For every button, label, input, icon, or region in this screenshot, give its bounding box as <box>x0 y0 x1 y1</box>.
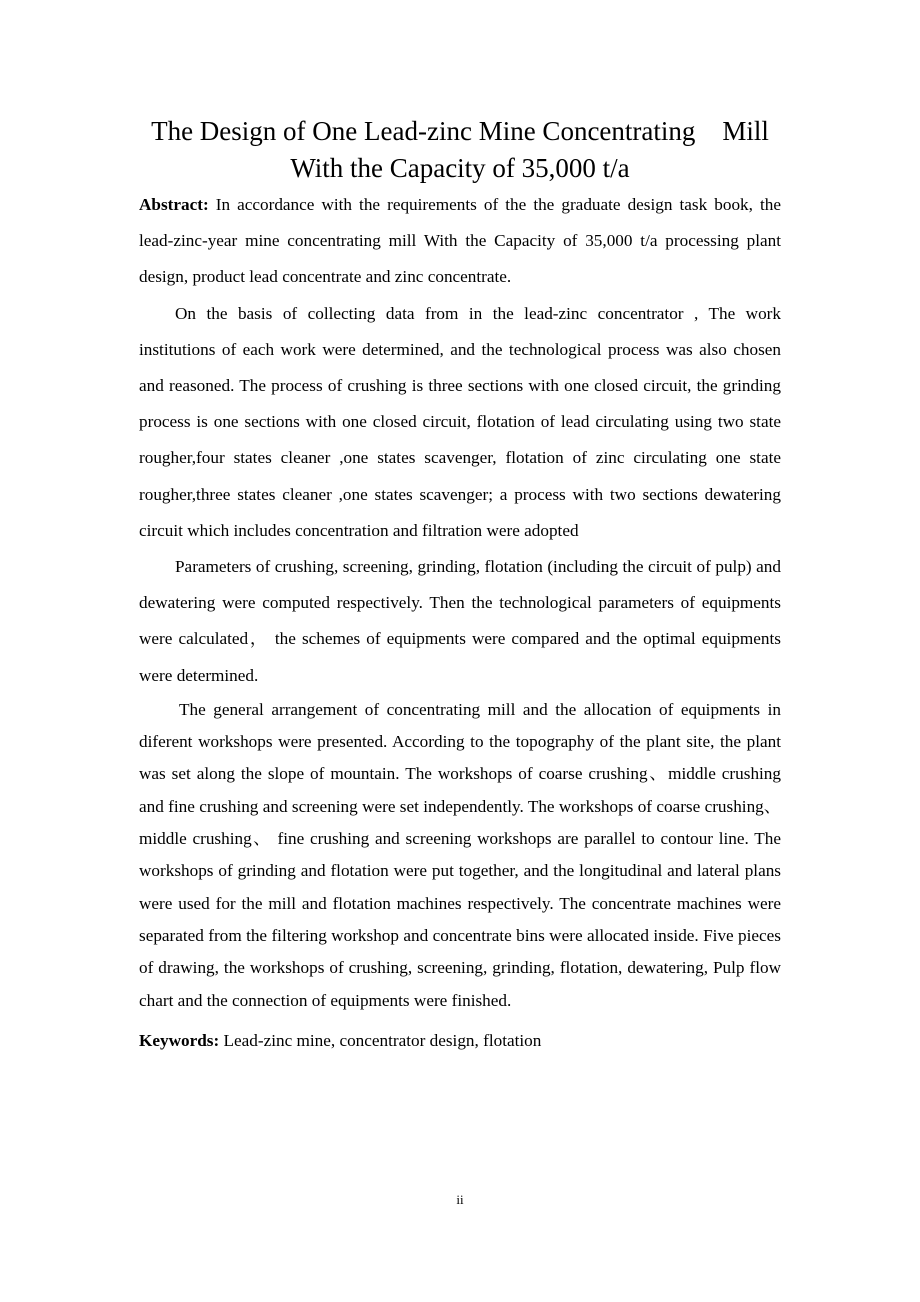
abstract-paragraph <box>139 187 781 296</box>
keywords-line <box>139 1023 781 1059</box>
keywords-text: Lead-zinc mine, concentrator design, flotation <box>219 1030 542 1050</box>
document-title <box>139 112 781 187</box>
keywords-label: Keywords: <box>139 1030 220 1050</box>
body-paragraph-arrangement: The general arrangement of concentrating mill and the allocation of equipments in diferent workshops were presented. According to the topography of the plant site, the plant was set along the slope of mountain. The workshops of coarse crushing、middle crushing and fine crushing and screening were set independently. The workshops of coarse crushing、 middle crushing、 fine crushing and screening workshops are parallel to contour line. The workshops of grinding and flotation were put together, and the longitudinal and lateral plans were used for the mill and flotation machines respectively. The concentrate machines were separated from the filtering workshop and concentrate bins were allocated inside. Five pieces of drawing, the workshops of crushing, screening, grinding, flotation, dewatering, Pulp flow chart and the connection of equipments were finished. <box>139 699 781 1010</box>
title-line-1: The Design of One Lead-zinc Mine Concentrating Mill <box>151 116 769 146</box>
title-line-2: With the Capacity of 35,000 t/a <box>290 153 630 183</box>
body-paragraph-process: On the basis of collecting data from in the lead-zinc concentrator , The work institutions of each work were determined, and the technological process was also chosen and reasoned. The process of crushing is three sections with one closed circuit, the grinding process is one sections with one closed circuit, flotation of lead circulating using two state rougher,four states cleaner ,one states scavenger, flotation of zinc circulating one state rougher,three states cleaner ,one states scavenger; a process with two sections dewatering circuit which includes concentration and filtration were adopted <box>139 303 781 540</box>
page-number: ii <box>456 1192 464 1207</box>
abstract-label: Abstract: <box>139 195 209 214</box>
document-page <box>139 112 781 1059</box>
abstract-text: In accordance with the requirements of the the graduate design task book, the lead-zinc-year mine concentrating mill With the Capacity of 35,000 t/a processing plant design, product lead concentrate and zinc concentrate. <box>139 195 781 287</box>
body-paragraph-parameters: Parameters of crushing, screening, grinding, flotation (including the circuit of pulp) and dewatering were computed respectively. Then the technological parameters of equipments were calculated， the schemes of equipments were compared and the optimal equipments were determined. <box>139 557 781 685</box>
